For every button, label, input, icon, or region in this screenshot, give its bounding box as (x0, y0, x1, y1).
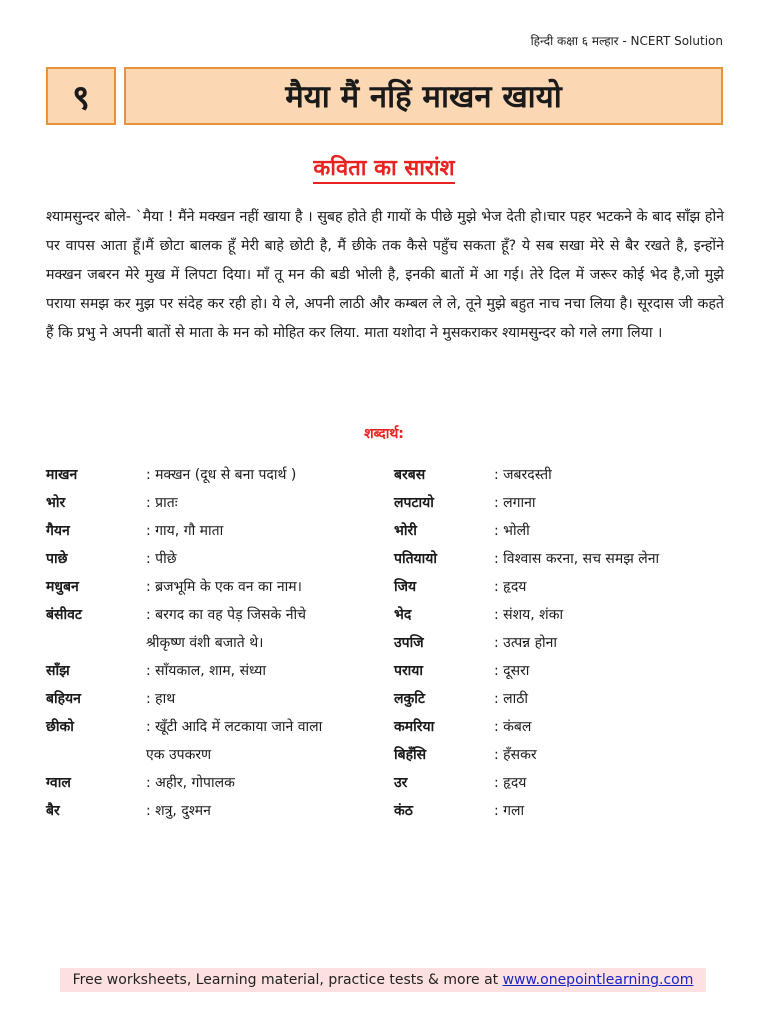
glossary-meaning: : उत्पन्न होना (494, 635, 558, 651)
glossary-meaning: : हृदय (494, 775, 527, 791)
glossary-heading: शब्दार्थ: (364, 426, 404, 442)
glossary-meaning: : जबरदस्ती (494, 467, 552, 483)
chapter-number: ९ (46, 67, 116, 125)
glossary-meaning: : भोली (494, 523, 530, 539)
footer-link[interactable]: www.onepointlearning.com (502, 972, 694, 988)
glossary-row (46, 517, 376, 545)
glossary-word: छीको (46, 719, 74, 735)
glossary-word: भेद (394, 607, 412, 623)
glossary-row (46, 461, 376, 489)
glossary-meaning: : प्रातः (146, 495, 178, 511)
glossary-meaning: : हाथ (146, 691, 176, 707)
glossary-word: गैयन (46, 523, 70, 539)
glossary-row (46, 769, 376, 797)
glossary-meaning: श्रीकृष्ण वंशी बजाते थे। (146, 635, 264, 651)
glossary-meaning: : शत्रु, दुश्मन (146, 803, 211, 819)
glossary-meaning: : पीछे (146, 551, 177, 567)
glossary-word: भोरी (394, 523, 417, 539)
page-header-text: हिन्दी कक्षा ६ मल्हार - NCERT Solution (530, 34, 723, 48)
chapter-title: मैया मैं नहिं माखन खायो (124, 67, 723, 125)
glossary-row (46, 713, 376, 741)
glossary-word: ग्वाल (46, 775, 71, 791)
glossary-meaning: : साँयकाल, शाम, संध्या (146, 663, 267, 679)
glossary-word: पाछे (46, 551, 68, 567)
glossary-word: बहियन (46, 691, 81, 707)
summary-paragraph: श्यामसुन्दर बोले- `मैया ! मैंने मक्खन नहीं खाया है । सुबह होते ही गायों के पीछे मुझे भेज देती हो।चार पहर भटकने के बाद साँझ होने पर वापस आता हूँ।मैं छोटा बालक हूँ मेरी बाहे छोटी है, मैं छीके तक कैसे पहुँच सकता हूँ? ये सब सखा मेरे से बैर रखते है, इन्होंने मक्खन जबरन मेरे मुख में लिपटा दिया। माँ तू मन की बडी भोली है, इनकी बातों में आ गई। तेरे दिल में जरूर कोई भेद है,जो मुझे पराया समझ कर मुझ पर संदेह कर रही हो। ये ले, अपनी लाठी और कम्बल ले ले, तूने मुझे बहुत नाच नचा लिया है। सूरदास जी कहते हैं कि प्रभु ने अपनी बातों से माता के मन को मोहित कर लिया. माता यशोदा ने मुसकराकर श्यामसुन्दर को गले लगा लिया । (46, 209, 724, 341)
glossary-row (394, 545, 724, 573)
footer-banner (60, 968, 706, 992)
glossary-row (46, 741, 376, 769)
glossary-word: पतियायो (394, 551, 438, 567)
glossary-meaning: एक उपकरण (146, 747, 212, 763)
glossary-row (46, 797, 376, 825)
glossary-meaning: : दूसरा (494, 663, 530, 679)
glossary-meaning: : हँसकर (494, 747, 537, 763)
glossary-row (46, 629, 376, 657)
glossary-meaning: : विश्वास करना, सच समझ लेना (494, 551, 660, 567)
glossary-word: साँझ (46, 663, 70, 679)
glossary-row (46, 685, 376, 713)
glossary-word: कमरिया (394, 719, 435, 735)
glossary-word: उर (394, 775, 408, 791)
glossary-word: माखन (46, 467, 78, 483)
glossary-word: लकुटि (394, 691, 425, 707)
glossary-meaning: : खूँटी आदि में लटकाया जाने वाला (146, 719, 323, 735)
glossary-row (394, 461, 724, 489)
glossary-word: बिहँसि (394, 747, 427, 763)
section-title-text: कविता का सारांश (313, 156, 454, 184)
glossary-meaning: : कंबल (494, 719, 532, 735)
glossary-word: मधुबन (46, 579, 79, 595)
glossary-word: जिय (394, 579, 417, 595)
footer-text: Free worksheets, Learning material, practice tests & more at (72, 972, 503, 988)
glossary-row (394, 657, 724, 685)
glossary-left-column (46, 461, 376, 825)
glossary-word: बरबस (394, 467, 426, 483)
glossary-row (394, 769, 724, 797)
glossary-row (46, 489, 376, 517)
glossary-meaning: : लाठी (494, 691, 529, 707)
glossary-word: कंठ (394, 803, 413, 819)
glossary-row (394, 713, 724, 741)
glossary-meaning: : मक्खन (दूध से बना पदार्थ ) (146, 467, 297, 483)
glossary-meaning: : ब्रजभूमि के एक वन का नाम। (146, 579, 302, 595)
glossary-word: उपजि (394, 635, 424, 651)
glossary-meaning: : बरगद का वह पेड़ जिसके नीचे (146, 607, 307, 623)
glossary-row (394, 685, 724, 713)
glossary-row (394, 797, 724, 825)
glossary-word: लपटायो (394, 495, 434, 511)
glossary-meaning: : गाय, गौ माता (146, 523, 224, 539)
glossary-word (46, 629, 136, 657)
glossary-row (394, 741, 724, 769)
glossary-row (46, 573, 376, 601)
glossary-row (46, 545, 376, 573)
glossary-word: भोर (46, 495, 66, 511)
glossary-row (394, 489, 724, 517)
glossary-meaning: : अहीर, गोपालक (146, 775, 235, 791)
glossary-row (394, 517, 724, 545)
glossary-word: बंसीवट (46, 607, 82, 623)
glossary-meaning: : हृदय (494, 579, 527, 595)
glossary-meaning: : संशय, शंका (494, 607, 564, 623)
glossary-right-column (394, 461, 724, 825)
glossary-row (46, 601, 376, 629)
glossary-row (394, 573, 724, 601)
glossary-row (46, 657, 376, 685)
glossary-meaning: : गला (494, 803, 525, 819)
glossary-word (46, 741, 136, 769)
section-title (0, 152, 768, 182)
glossary-row (394, 629, 724, 657)
glossary-word: बैर (46, 803, 60, 819)
glossary-meaning: : लगाना (494, 495, 536, 511)
glossary-row (394, 601, 724, 629)
glossary-word: पराया (394, 663, 424, 679)
